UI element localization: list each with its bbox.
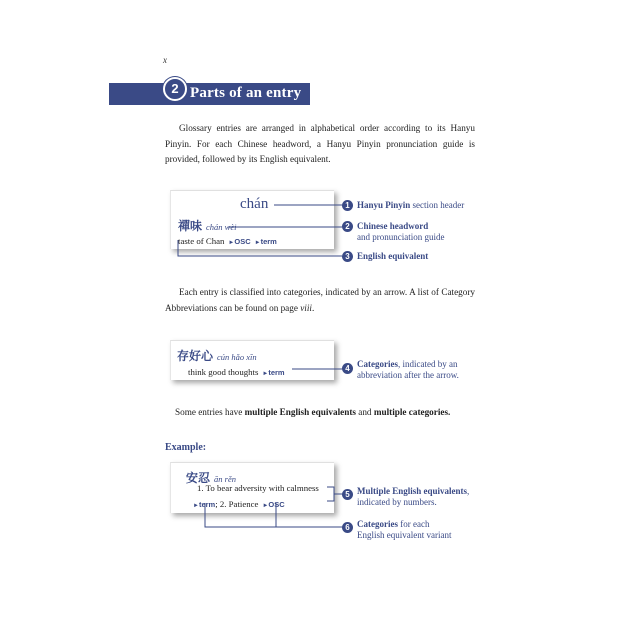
- callout-label-1: Hanyu Pinyin section header: [357, 200, 465, 210]
- intro-paragraph: Glossary entries are arranged in alphabetical order according to its Hanyu Pinyin. For each Chinese headword, a Hanyu Pinyin pronunciation guide is provided, followed by its English equivalent.: [165, 123, 475, 164]
- callout-number-4: 4: [342, 363, 353, 374]
- arrow-icon: ►: [262, 371, 269, 377]
- chinese-headword: 安忍: [186, 471, 211, 485]
- callout-label-5: Multiple English equivalents, indicated by numbers.: [357, 486, 470, 507]
- category-tag: OSC: [268, 500, 285, 509]
- example-label: Example:: [165, 442, 207, 453]
- connector-5a: [327, 487, 342, 494]
- connector-5b: [327, 494, 334, 501]
- callout-label-3: English equivalent: [357, 251, 429, 261]
- category-tag: OSC: [234, 237, 251, 246]
- arrow-icon: ►: [254, 240, 261, 246]
- english-equivalent-1: 1. To bear adversity with calmness: [197, 483, 319, 493]
- page-number: x: [163, 55, 167, 65]
- arrow-icon: ►: [262, 503, 269, 509]
- multi-paragraph: Some entries have multiple English equivalents and multiple categories.: [175, 407, 451, 417]
- english-equivalent: think good thoughts: [188, 367, 259, 377]
- category-tag: term: [198, 500, 216, 509]
- callout-number-1: 1: [342, 200, 353, 211]
- callout-number-3: 3: [342, 251, 353, 262]
- english-equivalent: taste of Chan: [178, 236, 225, 246]
- pinyin-guide: chán wèi: [206, 222, 237, 232]
- arrow-icon: ►: [228, 240, 235, 246]
- chinese-headword: 禪味: [178, 219, 203, 233]
- category-tag: term: [268, 368, 285, 377]
- callout-label-2: Chinese headword and pronunciation guide: [357, 221, 445, 242]
- callout-label-6: Categories for each English equivalent variant: [357, 519, 452, 540]
- category-paragraph: Each entry is classified into categories, indicated by an arrow. A list of Category Abbreviations can be found on page viii.: [165, 287, 475, 313]
- connector-3: [178, 240, 342, 256]
- callout-number-6: 6: [342, 522, 353, 533]
- chinese-headword: 存好心: [177, 349, 214, 363]
- category-tag: term: [260, 237, 277, 246]
- section-number-badge: 2: [163, 77, 187, 101]
- callout-number-2: 2: [342, 221, 353, 232]
- pinyin-guide: ān rěn: [214, 474, 236, 484]
- callout-label-4: Categories, indicated by an abbreviation after the arrow.: [357, 359, 459, 380]
- section-title: Parts of an entry: [190, 85, 302, 101]
- callout-number-5: 5: [342, 489, 353, 500]
- pinyin-guide: cún hǎo xīn: [217, 352, 257, 362]
- english-equivalent-2: ; 2. Patience: [215, 499, 259, 509]
- connector-6a: [205, 503, 342, 527]
- arrow-icon: ►: [193, 503, 199, 509]
- section-header-pinyin: chán: [240, 196, 269, 212]
